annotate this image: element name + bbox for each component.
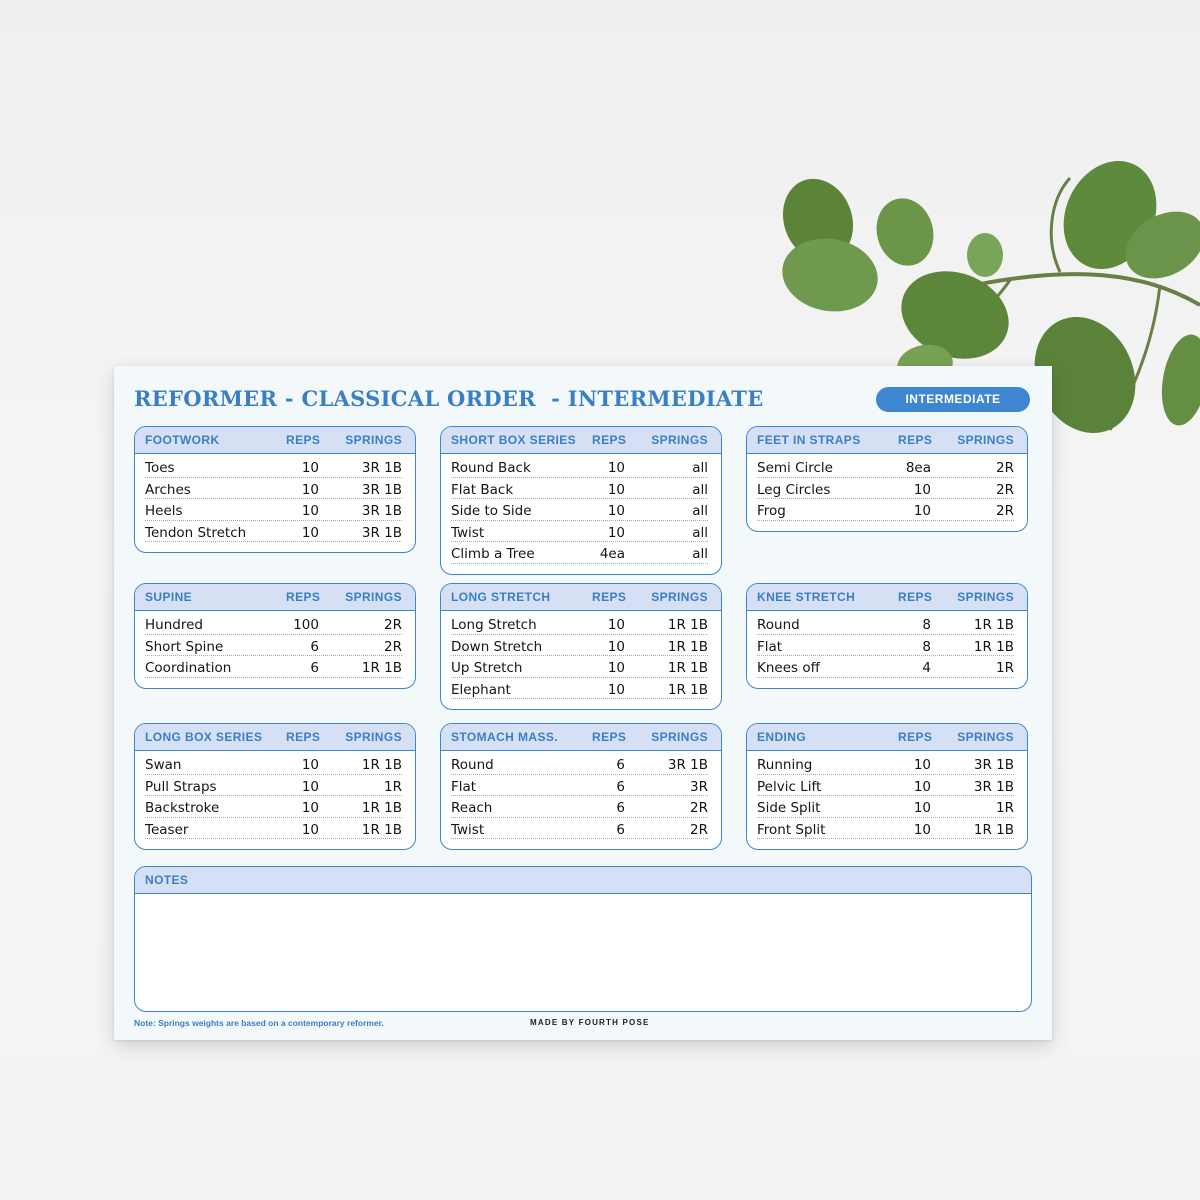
exercise-reps: 6	[616, 821, 625, 838]
exercise-springs: 1R 1B	[973, 617, 1014, 633]
section-header	[747, 724, 1027, 751]
exercise-row	[145, 820, 402, 842]
exercise-reps: 10	[913, 503, 931, 519]
springs-column-header: SPRINGS	[345, 730, 402, 744]
exercise-springs: 3R 1B	[667, 757, 708, 773]
exercise-springs: 2R	[384, 617, 402, 633]
exercise-reps: 10	[607, 660, 625, 676]
section-header	[441, 724, 721, 751]
exercise-section	[746, 723, 1028, 850]
exercise-springs: 3R 1B	[361, 524, 402, 541]
section-header	[135, 724, 415, 751]
exercise-springs: 1R 1B	[361, 757, 402, 773]
exercise-springs: 3R 1B	[361, 460, 402, 476]
section-header	[135, 584, 415, 611]
exercise-reps: 6	[616, 778, 625, 795]
exercise-name: Side Split	[757, 800, 821, 816]
exercise-row	[145, 615, 402, 637]
exercise-springs: 1R 1B	[361, 660, 402, 676]
exercise-reps: 10	[607, 681, 625, 698]
exercise-row	[451, 544, 708, 566]
exercise-springs: all	[692, 481, 708, 498]
exercise-reps: 6	[310, 660, 319, 676]
exercise-row	[451, 501, 708, 523]
exercise-name: Side to Side	[451, 503, 532, 519]
springs-column-header: SPRINGS	[957, 433, 1014, 447]
springs-column-header: SPRINGS	[345, 433, 402, 447]
section-title: SHORT BOX SERIES	[451, 433, 577, 447]
credit-text: MADE BY FOURTH POSE	[530, 1018, 650, 1027]
exercise-reps: 10	[607, 638, 625, 655]
exercise-springs: 1R 1B	[361, 800, 402, 816]
exercise-row	[145, 658, 402, 680]
section-header	[441, 427, 721, 454]
reps-column-header: REPS	[592, 730, 627, 744]
exercise-name: Backstroke	[145, 800, 220, 816]
level-badge: INTERMEDIATE	[876, 387, 1030, 412]
reps-column-header: REPS	[286, 730, 321, 744]
exercise-name: Swan	[145, 757, 182, 773]
exercise-reps: 100	[293, 617, 319, 633]
exercise-reps: 4ea	[599, 546, 625, 562]
springs-footnote: Note: Springs weights are based on a contemporary reformer.	[134, 1018, 384, 1028]
exercise-reps: 10	[301, 481, 319, 498]
exercise-reps: 10	[607, 524, 625, 541]
exercise-name: Flat	[757, 638, 783, 655]
exercise-row	[757, 755, 1014, 777]
exercise-springs: all	[692, 460, 708, 476]
exercise-springs: 3R	[690, 778, 708, 795]
exercise-row	[145, 637, 402, 659]
exercise-springs: 1R 1B	[973, 821, 1014, 838]
exercise-row	[451, 458, 708, 480]
section-header	[747, 584, 1027, 611]
exercise-springs: 1R 1B	[667, 681, 708, 698]
exercise-springs: 2R	[690, 821, 708, 838]
exercise-row	[757, 777, 1014, 799]
exercise-name: Short Spine	[145, 638, 224, 655]
notes-label: NOTES	[145, 873, 189, 887]
exercise-row	[451, 523, 708, 545]
exercise-reps: 10	[913, 800, 931, 816]
exercise-springs: 2R	[996, 481, 1014, 498]
exercise-section	[440, 723, 722, 850]
exercise-reps: 10	[913, 821, 931, 838]
section-title: FOOTWORK	[145, 433, 220, 447]
exercise-section	[134, 723, 416, 850]
section-header	[441, 584, 721, 611]
exercise-row	[757, 615, 1014, 637]
exercise-section	[134, 426, 416, 553]
exercise-reps: 10	[913, 757, 931, 773]
exercise-row	[451, 658, 708, 680]
exercise-name: Flat Back	[451, 481, 514, 498]
exercise-springs: 2R	[384, 638, 402, 655]
exercise-reps: 10	[607, 617, 625, 633]
exercise-name: Round	[451, 757, 494, 773]
exercise-reps: 8ea	[905, 460, 931, 476]
reps-column-header: REPS	[592, 590, 627, 604]
notes-box[interactable]	[134, 866, 1032, 1012]
exercise-reps: 10	[913, 778, 931, 795]
exercise-row	[757, 458, 1014, 480]
reps-column-header: REPS	[592, 433, 627, 447]
exercise-reps: 8	[922, 617, 931, 633]
springs-column-header: SPRINGS	[651, 730, 708, 744]
exercise-springs: all	[692, 524, 708, 541]
exercise-row	[145, 523, 402, 545]
exercise-name: Semi Circle	[757, 460, 833, 476]
section-title: SUPINE	[145, 590, 193, 604]
exercise-springs: 3R 1B	[361, 503, 402, 519]
springs-column-header: SPRINGS	[957, 590, 1014, 604]
exercise-name: Hundred	[145, 617, 203, 633]
exercise-row	[757, 480, 1014, 502]
exercise-name: Down Stretch	[451, 638, 543, 655]
exercise-name: Tendon Stretch	[145, 524, 247, 541]
exercise-name: Toes	[145, 460, 175, 476]
exercise-reps: 10	[301, 821, 319, 838]
notes-header	[135, 867, 1031, 894]
exercise-row	[451, 680, 708, 702]
exercise-row	[451, 480, 708, 502]
exercise-springs: 1R 1B	[667, 617, 708, 633]
exercise-springs: 3R 1B	[973, 757, 1014, 773]
exercise-name: Elephant	[451, 681, 511, 698]
exercise-springs: all	[692, 503, 708, 519]
exercise-reps: 10	[301, 757, 319, 773]
exercise-reps: 10	[301, 524, 319, 541]
exercise-section	[440, 426, 722, 575]
section-title: LONG STRETCH	[451, 590, 551, 604]
reps-column-header: REPS	[898, 730, 933, 744]
springs-column-header: SPRINGS	[651, 590, 708, 604]
exercise-section	[746, 426, 1028, 532]
exercise-name: Twist	[451, 821, 485, 838]
exercise-row	[757, 798, 1014, 820]
exercise-name: Leg Circles	[757, 481, 831, 498]
section-title: STOMACH MASS.	[451, 730, 558, 744]
section-header	[135, 427, 415, 454]
exercise-name: Long Stretch	[451, 617, 537, 633]
exercise-name: Teaser	[145, 821, 189, 838]
exercise-row	[145, 798, 402, 820]
exercise-row	[145, 480, 402, 502]
exercise-row	[757, 637, 1014, 659]
exercise-row	[145, 501, 402, 523]
exercise-springs: 3R 1B	[361, 481, 402, 498]
exercise-reps: 10	[607, 481, 625, 498]
exercise-name: Coordination	[145, 660, 232, 676]
exercise-springs: 1R 1B	[973, 638, 1014, 655]
exercise-row	[451, 755, 708, 777]
exercise-name: Up Stretch	[451, 660, 523, 676]
section-title: KNEE STRETCH	[757, 590, 856, 604]
exercise-springs: 2R	[996, 460, 1014, 476]
exercise-row	[145, 458, 402, 480]
exercise-section	[746, 583, 1028, 689]
exercise-springs: 1R 1B	[361, 821, 402, 838]
exercise-reps: 10	[301, 503, 319, 519]
exercise-name: Heels	[145, 503, 183, 519]
exercise-section	[134, 583, 416, 689]
exercise-reps: 10	[301, 800, 319, 816]
exercise-reps: 6	[310, 638, 319, 655]
exercise-reps: 8	[922, 638, 931, 655]
exercise-reps: 10	[301, 460, 319, 476]
exercise-reps: 10	[607, 503, 625, 519]
exercise-springs: 1R	[384, 778, 402, 795]
exercise-row	[451, 798, 708, 820]
exercise-springs: 1R 1B	[667, 660, 708, 676]
exercise-name: Front Split	[757, 821, 826, 838]
exercise-row	[757, 820, 1014, 842]
exercise-row	[757, 658, 1014, 680]
exercise-springs: 2R	[996, 503, 1014, 519]
exercise-name: Pull Straps	[145, 778, 217, 795]
exercise-name: Frog	[757, 503, 786, 519]
section-title: LONG BOX SERIES	[145, 730, 263, 744]
exercise-reps: 10	[301, 778, 319, 795]
sheet-title: REFORMER - CLASSICAL ORDER - INTERMEDIATE	[134, 386, 764, 411]
exercise-name: Knees off	[757, 660, 820, 676]
reps-column-header: REPS	[898, 433, 933, 447]
exercise-section	[440, 583, 722, 710]
exercise-name: Flat	[451, 778, 477, 795]
exercise-row	[145, 755, 402, 777]
springs-column-header: SPRINGS	[957, 730, 1014, 744]
exercise-name: Round Back	[451, 460, 531, 476]
reps-column-header: REPS	[286, 590, 321, 604]
exercise-row	[757, 501, 1014, 523]
springs-column-header: SPRINGS	[651, 433, 708, 447]
section-header	[747, 427, 1027, 454]
exercise-row	[451, 615, 708, 637]
exercise-springs: 1R	[996, 800, 1014, 816]
exercise-name: Round	[757, 617, 800, 633]
section-title: FEET IN STRAPS	[757, 433, 861, 447]
reps-column-header: REPS	[286, 433, 321, 447]
exercise-springs: all	[692, 546, 708, 562]
exercise-row	[451, 820, 708, 842]
exercise-reps: 6	[616, 757, 625, 773]
exercise-name: Arches	[145, 481, 191, 498]
exercise-name: Climb a Tree	[451, 546, 535, 562]
exercise-reps: 10	[607, 460, 625, 476]
exercise-name: Running	[757, 757, 813, 773]
exercise-reps: 6	[616, 800, 625, 816]
exercise-name: Twist	[451, 524, 485, 541]
exercise-row	[451, 637, 708, 659]
exercise-name: Pelvic Lift	[757, 778, 822, 795]
exercise-springs: 1R	[996, 660, 1014, 676]
workout-sheet	[114, 366, 1052, 1040]
section-title: ENDING	[757, 730, 807, 744]
springs-column-header: SPRINGS	[345, 590, 402, 604]
reps-column-header: REPS	[898, 590, 933, 604]
exercise-row	[451, 777, 708, 799]
exercise-name: Reach	[451, 800, 493, 816]
exercise-row	[145, 777, 402, 799]
exercise-reps: 10	[913, 481, 931, 498]
exercise-reps: 4	[922, 660, 931, 676]
exercise-springs: 2R	[690, 800, 708, 816]
exercise-springs: 3R 1B	[973, 778, 1014, 795]
exercise-springs: 1R 1B	[667, 638, 708, 655]
